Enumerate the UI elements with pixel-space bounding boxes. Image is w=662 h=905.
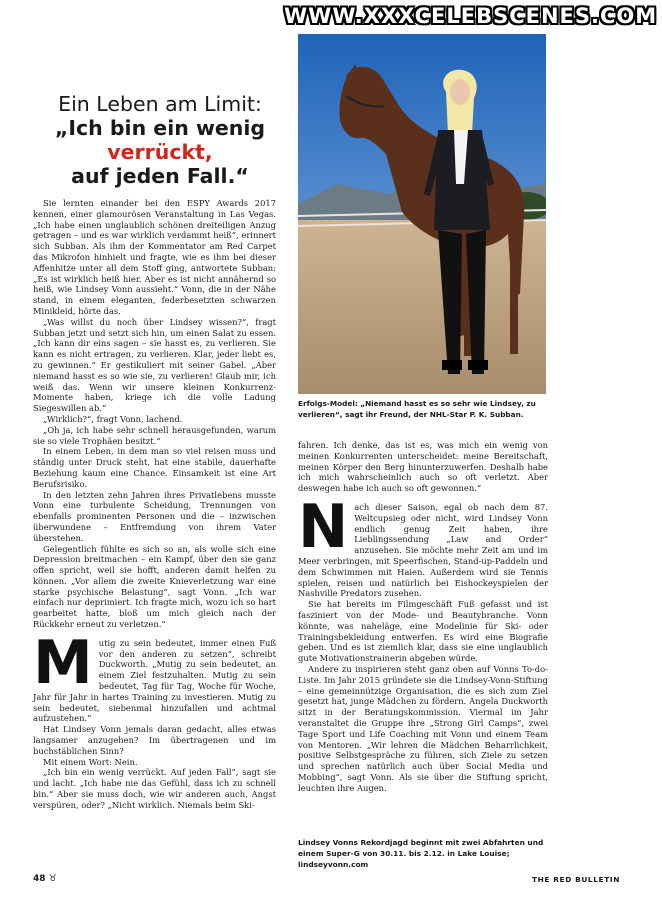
article-photo (298, 34, 546, 394)
headline-line-1: Ein Leben am Limit: (58, 92, 262, 116)
article-endnote: Lindsey Vonns Rekordjagd beginnt mit zwei Abfahrten und einem Super-G von 30.11. bis 2.12. in Lake Louise; lindseyvonn.com (298, 838, 544, 869)
caption-lead: Erfolgs-Model: (298, 399, 358, 408)
paragraph: „Oh ja, ich habe sehr schnell herausgefunden, warum sie so viele Trophäen besitzt.“ (33, 424, 276, 446)
photo-caption (298, 398, 558, 420)
drop-cap-letter: M (33, 627, 93, 698)
paragraph: utig zu sein bedeutet, immer einen Fuß vor den anderen zu setzen“, schreibt Duckworth. „Mutig zu sein bedeutet, an einem Ziel festzuhalten. Mutig zu sein bedeutet, Tag für Tag, Woche für Woche, Jahr für Jahr in hartes Training zu investieren. Mutig zu sein bedeutet, siebenmal hinzufallen und achtmal aufzustehen.“ (33, 637, 276, 724)
headline-line-4: auf jeden Fall.“ (71, 164, 249, 188)
paragraph: Hat Lindsey Vonn jemals daran gedacht, alles etwas langsamer anzugehen? Im übertragenen und im buchstäblichen Sinn? (33, 724, 276, 756)
paragraph: In den letzten zehn Jahren ihres Privatlebens musste Vonn eine turbulente Scheidung, Trennungen von ebenfalls prominenten Personen und die – inzwischen überwundene – Entfremdung von ihrem Vater überstehen. (33, 489, 276, 543)
headline-highlight: verrückt, (107, 140, 213, 164)
paragraph: Mit einem Wort: Nein. (43, 756, 138, 767)
paragraph: Sie hat bereits im Filmgeschäft Fuß gefasst und ist fasziniert von der Mode- und Beautybranche. Vonn könnte, was naheläge, eine Modelinie für Ski- oder Trainingsbekleidung entwerfen. Es wird eine Biografie geben. Und es ist ziemlich klar, dass sie eine unglaublich gute Motivationstrainerin abgeben würde. (298, 599, 548, 664)
drop-cap-letter: N (298, 491, 349, 562)
caption-text: „Niemand hasst es so sehr wie Lindsey, zu verlieren“, sagt ihr Freund, der NHL-Star P. K. Subban. (298, 399, 536, 419)
page-number-value: 48 (33, 874, 46, 884)
paragraph: In einem Leben, in dem man so viel reisen muss und ständig unter Druck steht, hat eine stabile, dauerhafte Beziehung kaum eine Chance. Einsamkeit ist eine Art Berufsrisiko. (33, 446, 276, 489)
paragraph: Sie lernten einander bei den ESPY Awards 2017 kennen, einer glamourösen Veranstaltung in Las Vegas. „Ich habe einen unglaublich schönen dreiteiligen Anzug getragen – und es war wirklich verdammt heiß“, erinnert sich Subban. Als ihm der Kommentator am Red Carpet das Mikrofon hinhielt und fragte, wie es ihm bei dieser Affenhitze unter all dem Stoff ging, antwortete Subban: „Es ist wirklich heiß hier. Aber es ist nicht annähernd so heiß, wie Lindsey Vonn aussieht.“ Vonn, die in der Nähe stand, in einem eleganten, federbesetzten schwarzen Minikleid, hörte das. (33, 198, 276, 316)
paragraph: ach dieser Saison, egal ob nach dem 87. Weltcupsieg oder nicht, wird Lindsey Vonn endlich genug Zeit haben, ihre Lieblingssendung „Law and Order“ anzusehen. Sie möchte mehr Zeit am und im Meer verbringen, mit Speerfischen, Stand-up-Paddeln und dem Schwimmen mit Haien. Außerdem wird sie Tennis spielen, reisen und natürlich bei Eishockeyspielen der Nashville Predators zusehen. (298, 501, 548, 599)
headline-line-2: „Ich bin ein wenig (54, 116, 266, 140)
paragraph: fahren. Ich denke, das ist es, was mich ein wenig von meinen Konkurrenten unterscheidet: meine Bereitschaft, meinen Körper den Berg hinunterzuwerfen. Deshalb habe ich mich wahrscheinlich auch so oft verletzt. Aber deswegen habe ich auch so oft gewonnen.“ (298, 440, 548, 494)
bull-icon: ♉ (48, 874, 57, 884)
article-column-left (33, 198, 276, 811)
dropcap-section (298, 491, 548, 599)
article-column-right (298, 440, 548, 794)
photo-illustration (298, 34, 546, 394)
watermark: WWW.XXXCELEBSCENES.COM (284, 4, 658, 28)
magazine-name: THE RED BULLETIN (532, 875, 620, 884)
paragraph: „Was willst du noch über Lindsey wissen?“, fragt Subban jetzt und setzt sich hin, um einen Salat zu essen. „Ich kann dir eins sagen – sie hasst es, zu verlieren. Sie kann es nicht ertragen, zu verlieren. Klar, jeder liebt es, zu gewinnen.“ Er gestikuliert mit seiner Gabel. „Aber niemand hasst es so wie sie, zu verlieren! Glaub mir, ich weiß das. Wenn wir unsere kleinen Konkurrenz-Momente haben, kriege ich die volle Ladung Siegeswillen ab.“ (33, 316, 276, 414)
paragraph: Andere zu inspirieren steht ganz oben auf Vonns To-do-Liste. Im Jahr 2015 gründete sie die Lindsey-Vonn-Stiftung – eine gemeinnützige Organisation, die es sich zum Ziel gesetzt hat, junge Mädchen zu fördern. Angela Duckworth sitzt in der Beratungskommission. Viermal im Jahr veranstaltet die Gruppe ihre „Strong Girl Camps“, zwei Tage Sport und Life Coaching mit Vonn und einem Team von Mentoren. „Wir lehren die Mädchen Beharrlichkeit, positive Selbstgespräche zu führen, sich Ziele zu setzen und sprechen natürlich auch über Social Media und Mobbing“, sagt Vonn. Als sie über die Stiftung spricht, leuchten ihre Augen. (298, 663, 548, 793)
headline (40, 92, 280, 188)
paragraph: „Ich bin ein wenig verrückt. Auf jeden Fall“, sagt sie und lacht. „Ich habe nie das Gefühl, dass ich zu schnell bin.“ Aber sie muss doch, wie wir anderen auch, Angst verspüren, oder? „Nicht wirklich. Niemals beim Ski- (33, 767, 276, 810)
paragraph: Gelegentlich fühlte es sich so an, als wolle sich eine Depression breitmachen – ein Kampf, über den sie ganz offen spricht, weil sie hofft, anderen damit helfen zu können. „Vor allem die zweite Knieverletzung war eine starke psychische Belastung“, sagt Vonn. „Ich war einfach nur deprimiert. Ich fragte mich, wozu ich so hart gearbeitet hatte, bloß um mich gleich nach der Rückkehr erneut zu verletzen.“ (33, 543, 276, 630)
page-number (33, 874, 57, 884)
dropcap-section (33, 627, 276, 724)
paragraph: „Wirklich?“, fragt Vonn, lachend. (43, 413, 183, 424)
